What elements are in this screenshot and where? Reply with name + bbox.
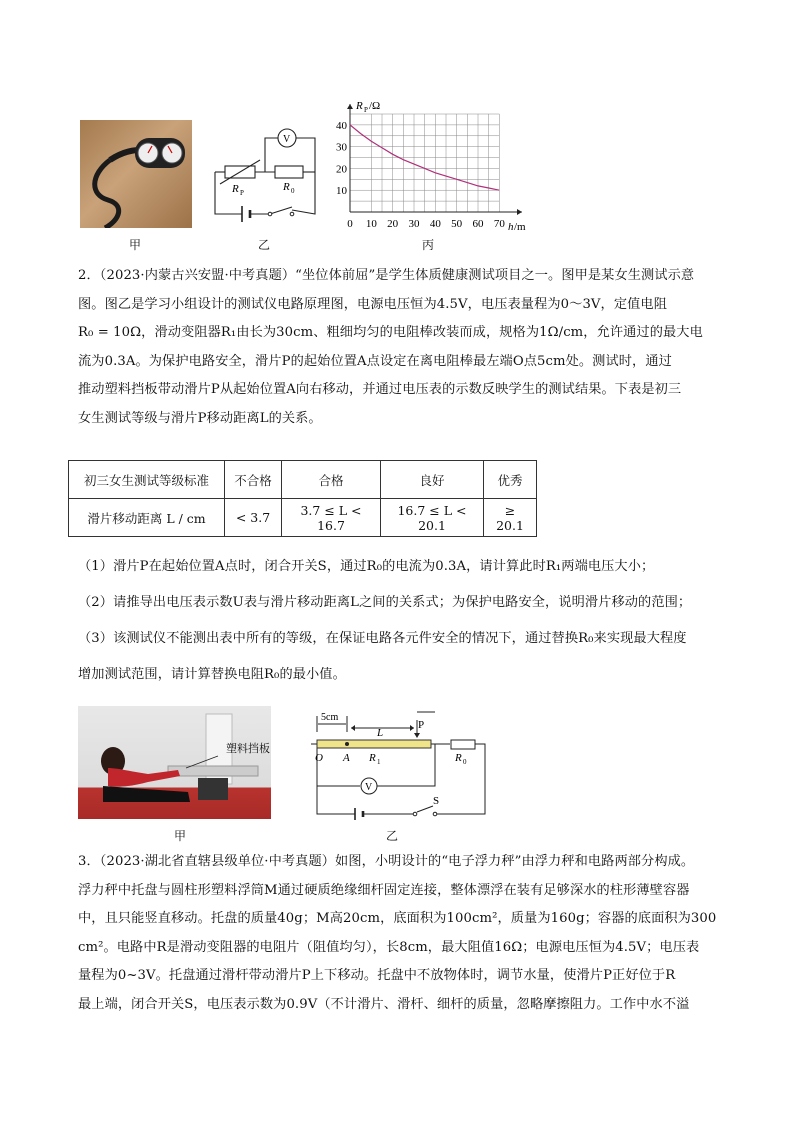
voltmeter-label: V — [283, 134, 291, 145]
table-cell: 滑片移动距离 L / cm — [69, 499, 225, 537]
l-label: L — [377, 727, 384, 739]
text-line: 增加测试范围，请计算替换电阻R₀的最小值。 — [78, 667, 346, 682]
text-line: R₀ = 10Ω，滑动变阻器R₁由长为30cm、粗细均匀的电阻棒改装而成，规格为1Ω/cm，允许通过的最大电 — [78, 325, 703, 340]
r0-label: R — [283, 181, 290, 193]
x-tick-label: 50 — [451, 218, 463, 230]
text-line: 流为0.3A。为保护电路安全，滑片P的起始位置A点设定在离电阻棒最左端O点5cm处。测试时，通过 — [78, 353, 672, 369]
o-label: O — [315, 752, 323, 764]
resistance-height-chart — [336, 96, 536, 236]
text-line: 最上端，闭合开关S，电压表示数为0.9V（不计滑片、滑杆、细杆的质量，忽略摩擦阻力。工作中水不溢 — [78, 996, 690, 1012]
voltmeter-label: V — [365, 782, 373, 793]
switch-label: S — [433, 795, 440, 807]
text-line: 2．（2023·内蒙古兴安盟·中考真题）“坐位体前屈”是学生体质健康测试项目之一。图甲是某女生测试示意 — [78, 268, 695, 283]
question-3-text — [78, 848, 723, 1019]
sit-reach-circuit-diagram — [305, 708, 490, 824]
sit-and-reach-photo — [78, 706, 271, 819]
text-line: 中，且只能竖直移动。托盘的质量40g；M高20cm，底面积为100cm²，质量为160g；容器的底面积为300 — [78, 911, 717, 926]
pressure-gauge-photo — [80, 120, 192, 228]
table-cell: 良好 — [381, 461, 484, 499]
table-cell: 3.7 ≤ L < 16.7 — [282, 499, 381, 537]
x-tick-label: 30 — [408, 218, 420, 230]
x-tick-label: 60 — [472, 218, 484, 230]
question-2-subquestions — [78, 552, 723, 690]
figure-caption: 乙 — [386, 829, 399, 843]
text-line: 量程为0~3V。托盘通过滑杆带动滑片P上下移动。托盘中不放物体时，调节水量，使滑片P正好位于R — [78, 968, 676, 983]
text-line: cm²。电路中R是滑动变阻器的电阻片（阻值均匀），长8cm，最大阻值16Ω；电源电压恒为4.5V；电压表 — [78, 939, 700, 955]
distance-label: 5cm — [321, 712, 339, 723]
table-cell: ≥ 20.1 — [484, 499, 537, 537]
text-line: 女生测试等级与滑片P移动距离L的关系。 — [78, 410, 322, 426]
chart-ylabel-unit: /Ω — [369, 100, 381, 112]
table-cell: 初三女生测试等级标准 — [69, 461, 225, 499]
y-tick-label: 30 — [336, 141, 347, 154]
r0-label-sub: 0 — [291, 187, 295, 195]
table-cell: 16.7 ≤ L < 20.1 — [381, 499, 484, 537]
chart-xlabel: h — [508, 221, 514, 233]
rp-label: R — [232, 183, 239, 195]
subquestion-1: （1）滑片P在起始位置A点时，闭合开关S，通过R₀的电流为0.3A，请计算此时R₁两端电压大小； — [78, 559, 655, 574]
table-cell: 合格 — [282, 461, 381, 499]
y-axis-arrow — [347, 104, 353, 109]
x-tick-label: 40 — [429, 218, 441, 230]
x-tick-label: 0 — [347, 218, 353, 230]
plastic-board-label: 塑料挡板 — [226, 742, 270, 755]
text-line: 图。图乙是学习小组设计的测试仪电路原理图，电源电压恒为4.5V，电压表量程为0～3V，定值电阻 — [78, 296, 667, 312]
grade-table — [68, 460, 537, 537]
figure-caption: 丙 — [422, 238, 435, 252]
table-cell: < 3.7 — [225, 499, 282, 537]
a-label: A — [343, 752, 350, 764]
y-tick-label: 20 — [336, 163, 347, 176]
r0-label: R — [455, 752, 462, 764]
x-tick-label: 20 — [387, 218, 399, 230]
x-tick-label: 10 — [365, 218, 377, 230]
table-cell: 优秀 — [484, 461, 537, 499]
p-label: P — [418, 719, 425, 731]
table-row — [69, 461, 537, 499]
table-cell: 不合格 — [225, 461, 282, 499]
text-line: 浮力秤中托盘与圆柱形塑料浮筒M通过硬质绝缘细杆固定连接，整体漂浮在装有足够深水的柱形薄壁容器 — [78, 882, 690, 898]
text-line: 3．（2023·湖北省直辖县级单位·中考真题）如图，小明设计的“电子浮力秤”由浮力秤和电路两部分构成。 — [78, 854, 695, 869]
chart-xlabel-unit: /m — [514, 221, 526, 233]
circuit-diagram — [210, 122, 330, 222]
r1-label-sub: 1 — [377, 758, 381, 766]
table-row — [69, 499, 537, 537]
x-tick-label: 70 — [493, 218, 505, 230]
y-tick-label: 10 — [336, 185, 347, 198]
rp-label-sub: P — [240, 189, 244, 197]
figure-caption: 乙 — [258, 238, 271, 252]
figure-caption: 甲 — [174, 829, 187, 843]
subquestion-2: （2）请推导出电压表示数U表与滑片移动距离L之间的关系式；为保护电路安全，说明滑片移动的范围； — [78, 595, 692, 610]
y-tick-label: 40 — [336, 119, 347, 132]
question-2-text — [78, 262, 723, 433]
chart-ylabel: R — [356, 100, 363, 112]
figure-caption: 甲 — [129, 238, 142, 252]
chart-ylabel-sub: P — [364, 106, 368, 114]
r0-label-sub: 0 — [463, 758, 467, 766]
x-axis-arrow — [517, 209, 522, 215]
subquestion-3: （3）该测试仪不能测出表中所有的等级，在保证电路各元件安全的情况下，通过替换R₀来实现最大程度 — [78, 631, 687, 646]
text-line: 推动塑料挡板带动滑片P从起始位置A向右移动，并通过电压表的示数反映学生的测试结果。下表是初三 — [78, 382, 682, 397]
r1-label: R — [369, 752, 376, 764]
